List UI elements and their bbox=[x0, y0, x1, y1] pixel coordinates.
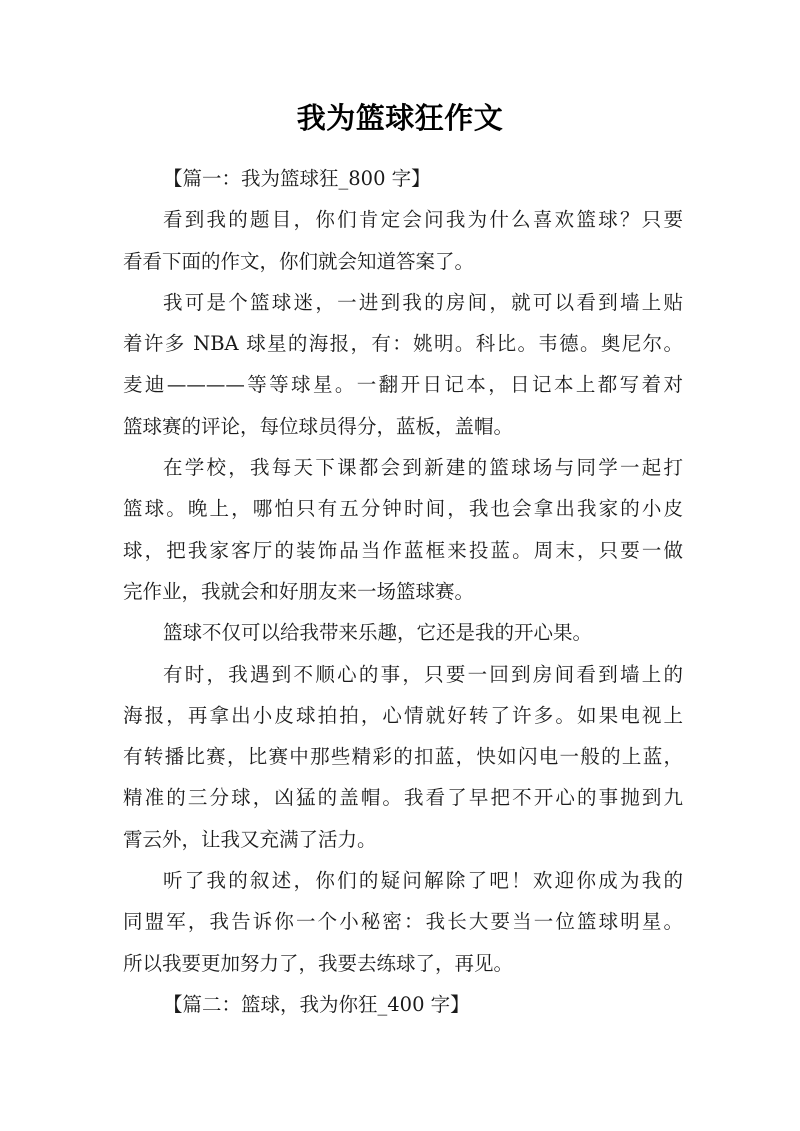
paragraph-line: 完作业，我就会和好朋友来一场篮球赛。 bbox=[123, 579, 475, 603]
paragraph-line: 球，把我家客厅的装饰品当作蓝框来投蓝。周末，只要一做 bbox=[123, 538, 683, 562]
paragraph-line: 在学校，我每天下课都会到新建的篮球场与同学一起打 bbox=[163, 456, 683, 480]
paragraph-line: 麦迪————等等球星。一翻开日记本，日记本上都写着对 bbox=[123, 373, 683, 397]
paragraph-2 bbox=[123, 282, 683, 447]
paragraph-5 bbox=[123, 654, 683, 860]
document-title: 我为篮球狂作文 bbox=[296, 101, 504, 135]
paragraph-line: 听了我的叙述，你们的疑问解除了吧！欢迎你成为我的 bbox=[163, 869, 683, 893]
paragraph-3 bbox=[123, 447, 683, 612]
paragraph-line: 有转播比赛，比赛中那些精彩的扣蓝，快如闪电一般的上蓝， bbox=[123, 745, 683, 769]
paragraph-1 bbox=[123, 199, 683, 282]
paragraph-6 bbox=[123, 860, 683, 984]
paragraph-line: 着许多 NBA 球星的海报，有：姚明。科比。韦德。奥尼尔。 bbox=[123, 332, 683, 356]
paragraph-line: 看到我的题目，你们肯定会问我为什么喜欢篮球？只要 bbox=[163, 208, 683, 232]
section-heading-2: 【篇二：篮球，我为你狂_400 字】 bbox=[163, 992, 470, 1016]
paragraph-line: 所以我要更加努力了，我要去练球了，再见。 bbox=[123, 951, 514, 975]
paragraph-line: 篮球。晚上，哪怕只有五分钟时间，我也会拿出我家的小皮 bbox=[123, 497, 683, 521]
paragraph-line: 篮球赛的评论，每位球员得分，蓝板，盖帽。 bbox=[123, 414, 514, 438]
paragraph-line: 我可是个篮球迷，一进到我的房间，就可以看到墙上贴 bbox=[163, 290, 683, 314]
paragraph-line: 霄云外，让我又充满了活力。 bbox=[123, 827, 377, 851]
paragraph-line: 看看下面的作文，你们就会知道答案了。 bbox=[123, 249, 475, 273]
paragraph-line: 精准的三分球，凶猛的盖帽。我看了早把不开心的事抛到九 bbox=[123, 786, 683, 810]
document-body bbox=[123, 158, 683, 1025]
paragraph-4 bbox=[123, 612, 683, 653]
section-heading-1: 【篇一：我为篮球狂_800 字】 bbox=[163, 167, 431, 190]
paragraph-line: 同盟军，我告诉你一个小秘密：我长大要当一位篮球明星。 bbox=[123, 910, 683, 934]
paragraph-line: 篮球不仅可以给我带来乐趣，它还是我的开心果。 bbox=[163, 621, 593, 645]
paragraph-line: 有时，我遇到不顺心的事，只要一回到房间看到墙上的 bbox=[163, 662, 683, 686]
paragraph-line: 海报，再拿出小皮球拍拍，心情就好转了许多。如果电视上 bbox=[123, 703, 683, 727]
